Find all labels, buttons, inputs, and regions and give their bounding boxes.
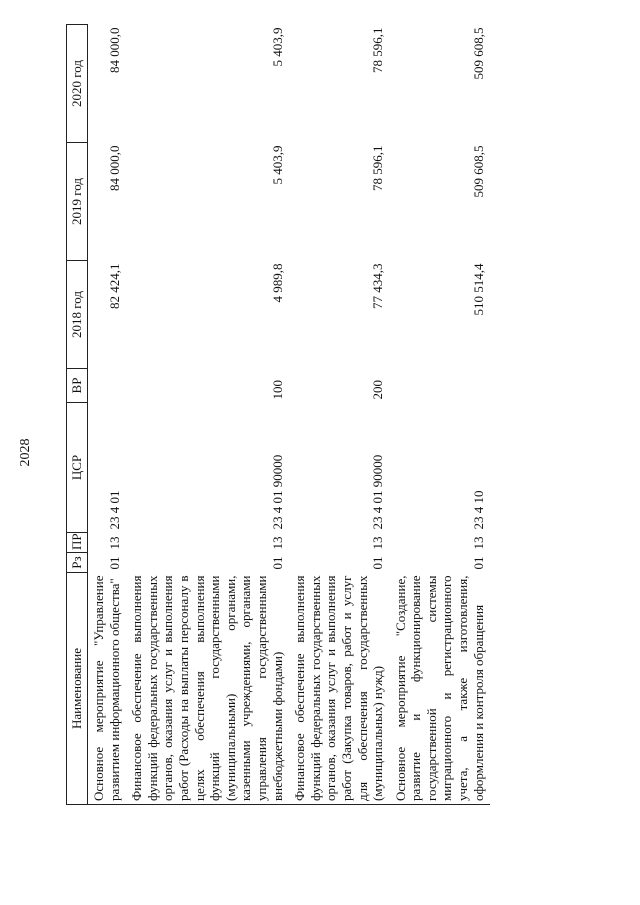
col-header-name: Наименование: [67, 573, 88, 805]
budget-table: [66, 24, 490, 805]
row-pr: 13: [269, 536, 285, 550]
row-pr: 13: [106, 536, 122, 550]
row-rz: 01: [470, 556, 486, 570]
row-vr: 100: [269, 380, 285, 400]
col-header-vr: ВР: [67, 369, 88, 403]
table-row: [126, 25, 289, 805]
row-value-2020: 509 608,5: [470, 27, 486, 80]
row-csr: 23 4 01: [106, 490, 122, 530]
row-value-2020: 5 403,9: [269, 27, 285, 67]
row-rz: 01: [106, 556, 122, 570]
table-row: [289, 25, 390, 805]
row-vr: [390, 369, 491, 403]
col-header-pr: ПР: [67, 533, 88, 553]
header-row: [67, 25, 88, 805]
row-rz: 01: [269, 556, 285, 570]
col-header-2019: 2019 год: [67, 143, 88, 261]
row-value-2018: 82 424,1: [106, 263, 122, 309]
col-header-rz: Рз: [67, 553, 88, 573]
row-value-2019: 509 608,5: [470, 145, 486, 198]
row-vr: 200: [370, 380, 386, 400]
col-header-2020: 2020 год: [67, 25, 88, 143]
row-value-2020: 78 596,1: [370, 27, 386, 73]
col-header-2018: 2018 год: [67, 261, 88, 369]
row-pr: 13: [470, 536, 486, 550]
row-value-2020: 84 000,0: [106, 27, 122, 73]
row-name: Финансовое обеспечение выполнения функций федеральных государственных органов, оказания услуг и выполнения работ (Закупка товаров, работ и услуг для обеспечения государственных (муниципальных) нужд): [289, 573, 390, 805]
row-value-2019: 84 000,0: [106, 145, 122, 191]
page-number: 2028: [18, 438, 33, 467]
row-rz: 01: [370, 556, 386, 570]
row-csr: 23 4 10: [470, 490, 486, 530]
row-name: Основное мероприятие "Управление развитием информационного общества": [88, 573, 127, 805]
table-row: [88, 25, 127, 805]
row-value-2019: 78 596,1: [370, 145, 386, 191]
row-name: Основное мероприятие "Создание, развитие и функционирование государственной системы миграционного и регистрационного учета, а также изготовления, оформления и контроля обращения: [390, 573, 491, 805]
row-pr: 13: [370, 536, 386, 550]
row-value-2019: 5 403,9: [269, 145, 285, 185]
row-csr: 23 4 01 90000: [269, 454, 285, 530]
row-value-2018: 77 434,3: [370, 263, 386, 309]
table-row: [390, 25, 491, 805]
row-value-2018: 510 514,4: [470, 263, 486, 316]
row-value-2018: 4 989,8: [269, 263, 285, 303]
col-header-csr: ЦСР: [67, 403, 88, 533]
row-csr: 23 4 01 90000: [370, 454, 386, 530]
row-name: Финансовое обеспечение выполнения функций федеральных государственных органов, оказания услуг и выполнения работ (Расходы на выплаты персоналу в целях обеспечения выполнения функций государственными (муниципальными) органами, казенными учреждениями, органами управления государственными внебюджетными фондами): [126, 573, 289, 805]
row-vr: [88, 369, 127, 403]
